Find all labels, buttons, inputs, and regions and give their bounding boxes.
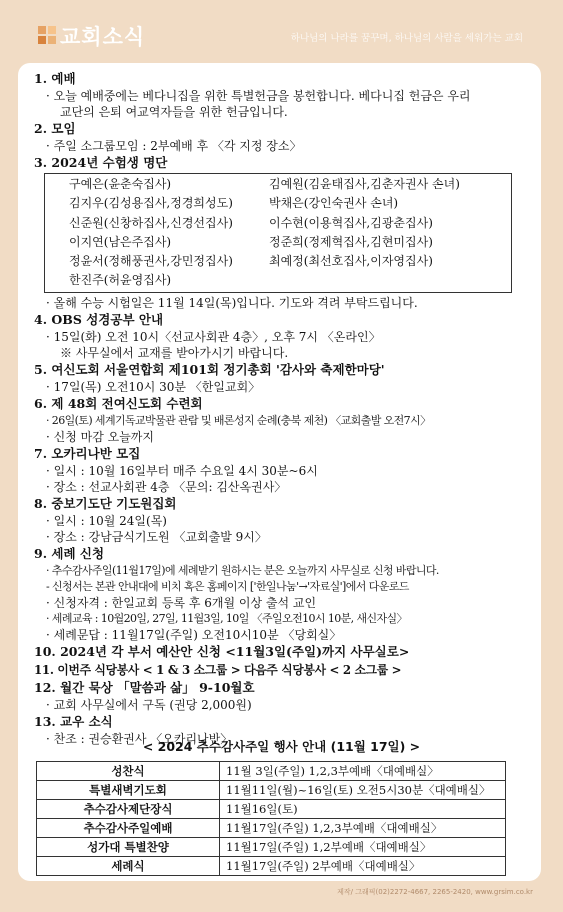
section-title: 8. 중보기도단 기도원집회 — [34, 495, 177, 511]
section-line: · 신청자격 : 한일교회 등록 후 6개월 이상 출석 교인 — [46, 595, 317, 610]
section-title: 10. 2024년 각 부서 예산안 신청 <11월3일(주일)까지 사무실로> — [34, 643, 410, 659]
student-name: 김지우(김성용집사,정경희성도) — [69, 196, 233, 211]
name-row — [45, 214, 511, 233]
event-title: < 2024 추수감사주일 행사 안내 (11월 17일) > — [142, 739, 421, 754]
student-name: 신준원(신창하집사,신경선집사) — [69, 215, 233, 230]
section-title: 3. 2024년 수험생 명단 — [34, 155, 168, 170]
section-title: 4. OBS 성경공부 안내 — [34, 311, 164, 327]
section-line: · 찬조 : 권승환권사 〈오카리나반〉 — [46, 731, 233, 746]
section-line: · 신청 마감 오늘까지 — [46, 429, 154, 444]
table-row — [37, 762, 506, 781]
student-name: 박채은(강인숙권사 손녀) — [269, 196, 399, 211]
page-title: 교회소식 — [60, 25, 146, 49]
table-row — [37, 781, 506, 800]
logo-icon — [38, 26, 56, 44]
student-name: 정준희(정제혁집사,김현미집사) — [269, 234, 433, 249]
section-line: · 15일(화) 오전 10시〈선교사회관 4층〉, 오후 7시 〈온라인〉 — [46, 329, 381, 344]
section-line: 교단의 은퇴 여교역자들을 위한 헌금입니다. — [60, 105, 288, 119]
student-name: 이지연(남은주집사) — [69, 234, 172, 249]
header-tagline: 하나님의 나라를 꿈꾸며, 하나님의 사람을 세워가는 교회 — [290, 33, 523, 44]
section-line: · 17일(목) 오전10시 30분 〈한일교회〉 — [46, 379, 261, 394]
table-row — [37, 857, 506, 876]
event-name: 성가대 특별찬양 — [37, 838, 220, 857]
section-line: · 장소 : 선교사회관 4층 〈문의: 김산옥권사〉 — [46, 479, 287, 494]
section-line: · 주일 소그룹모임 : 2부예배 후 〈각 지정 장소〉 — [46, 139, 302, 153]
section-line: · 26일(토) 세계기독교박물관 관람 및 배론성지 순례(충북 제천) 〈교회출발 오전7시〉 — [46, 413, 431, 427]
event-name: 세례식 — [37, 857, 220, 876]
footer-credit: 제작/ 그래픽(02)2272-4667, 2265-2420, www.grsim.co.kr — [337, 888, 533, 896]
section-title: 7. 오카리나반 모집 — [34, 445, 141, 461]
event-detail: 11월 3일(주일) 1,2,3부예배〈대예배실〉 — [220, 762, 506, 781]
section-note: ※ 사무실에서 교재를 받아가시기 바랍니다. — [60, 345, 289, 360]
table-row — [37, 800, 506, 819]
student-name: 김예원(김윤태집사,김춘자권사 손녀) — [269, 177, 460, 191]
section-line: · 오늘 예배중에는 베다니집을 위한 특별헌금을 봉헌합니다. 베다니집 헌금은 우리 — [46, 89, 471, 103]
event-detail: 11월17일(주일) 1,2,3부예배〈대예배실〉 — [220, 819, 506, 838]
section-title: 9. 세례 신청 — [34, 545, 105, 561]
name-row — [45, 233, 511, 252]
section-title: 1. 예배 — [34, 71, 76, 86]
section-title: 12. 월간 묵상 「말씀과 삶」 9-10월호 — [34, 679, 255, 695]
student-name: 정윤서(정해풍권사,강민정집사) — [69, 254, 233, 269]
page-header — [0, 0, 563, 62]
name-row — [45, 252, 511, 271]
event-name: 추수감사주일예배 — [37, 819, 220, 838]
student-name — [269, 271, 511, 290]
table-row — [37, 819, 506, 838]
announcement-list — [34, 70, 534, 747]
student-name: 최예정(최선호집사,이자영집사) — [269, 254, 433, 269]
name-row — [45, 175, 511, 194]
event-table — [36, 761, 506, 876]
event-detail: 11월16일(토) — [220, 800, 506, 819]
name-row — [45, 271, 511, 290]
student-name-list — [44, 173, 512, 293]
section-line: · 교회 사무실에서 구독 (권당 2,000원) — [46, 697, 252, 712]
event-name: 추수감사제단장식 — [37, 800, 220, 819]
section-line: - 신청서는 본관 안내대에 비치 혹은 홈페이지 ['한일나눔'→'자료실']에서 다운로드 — [46, 579, 409, 593]
event-detail: 11월17일(주일) 1,2부예배〈대예배실〉 — [220, 838, 506, 857]
section-line: · 장소 : 강남금식기도원 〈교회출발 9시〉 — [46, 529, 267, 544]
student-name: 구예은(윤춘숙집사) — [69, 177, 172, 191]
section-title: 6. 제 48회 전여신도회 수련회 — [34, 395, 203, 411]
section-title: 11. 이번주 식당봉사 < 1 & 3 소그룹 > 다음주 식당봉사 < 2 소그룹 > — [34, 662, 402, 677]
section-line: · 세례교육 : 10월20일, 27일, 11월3일, 10일 〈주일오전10시 10분, 새신자실〉 — [46, 611, 407, 625]
section-line: · 일시 : 10월 24일(목) — [46, 513, 167, 528]
section-title: 2. 모임 — [34, 121, 76, 136]
table-row — [37, 838, 506, 857]
section-line: · 올해 수능 시험일은 11월 14일(목)입니다. 기도와 격려 부탁드립니다. — [46, 295, 418, 310]
section-title: 13. 교우 소식 — [34, 713, 113, 729]
section-title: 5. 여신도회 서울연합회 제101회 정기총회 '감사와 축제한마당' — [34, 361, 385, 377]
event-detail: 11월17일(주일) 2부예배〈대예배실〉 — [220, 857, 506, 876]
event-name: 성찬식 — [37, 762, 220, 781]
section-line: · 세례문답 : 11월17일(주일) 오전10시10분 〈당회실〉 — [46, 627, 342, 642]
section-line: · 일시 : 10월 16일부터 매주 수요일 4시 30분~6시 — [46, 463, 318, 478]
student-name: 한진주(허윤영집사) — [69, 273, 172, 288]
student-name: 이수현(이용혁집사,김광춘집사) — [269, 215, 433, 230]
section-line: · 추수감사주일(11월17일)에 세례받기 원하시는 분은 오늘까지 사무실로 신청 바랍니다. — [46, 563, 439, 577]
event-detail: 11월11일(월)~16일(토) 오전5시30분〈대예배실〉 — [220, 781, 506, 800]
name-row — [45, 194, 511, 213]
event-name: 특별새벽기도회 — [37, 781, 220, 800]
